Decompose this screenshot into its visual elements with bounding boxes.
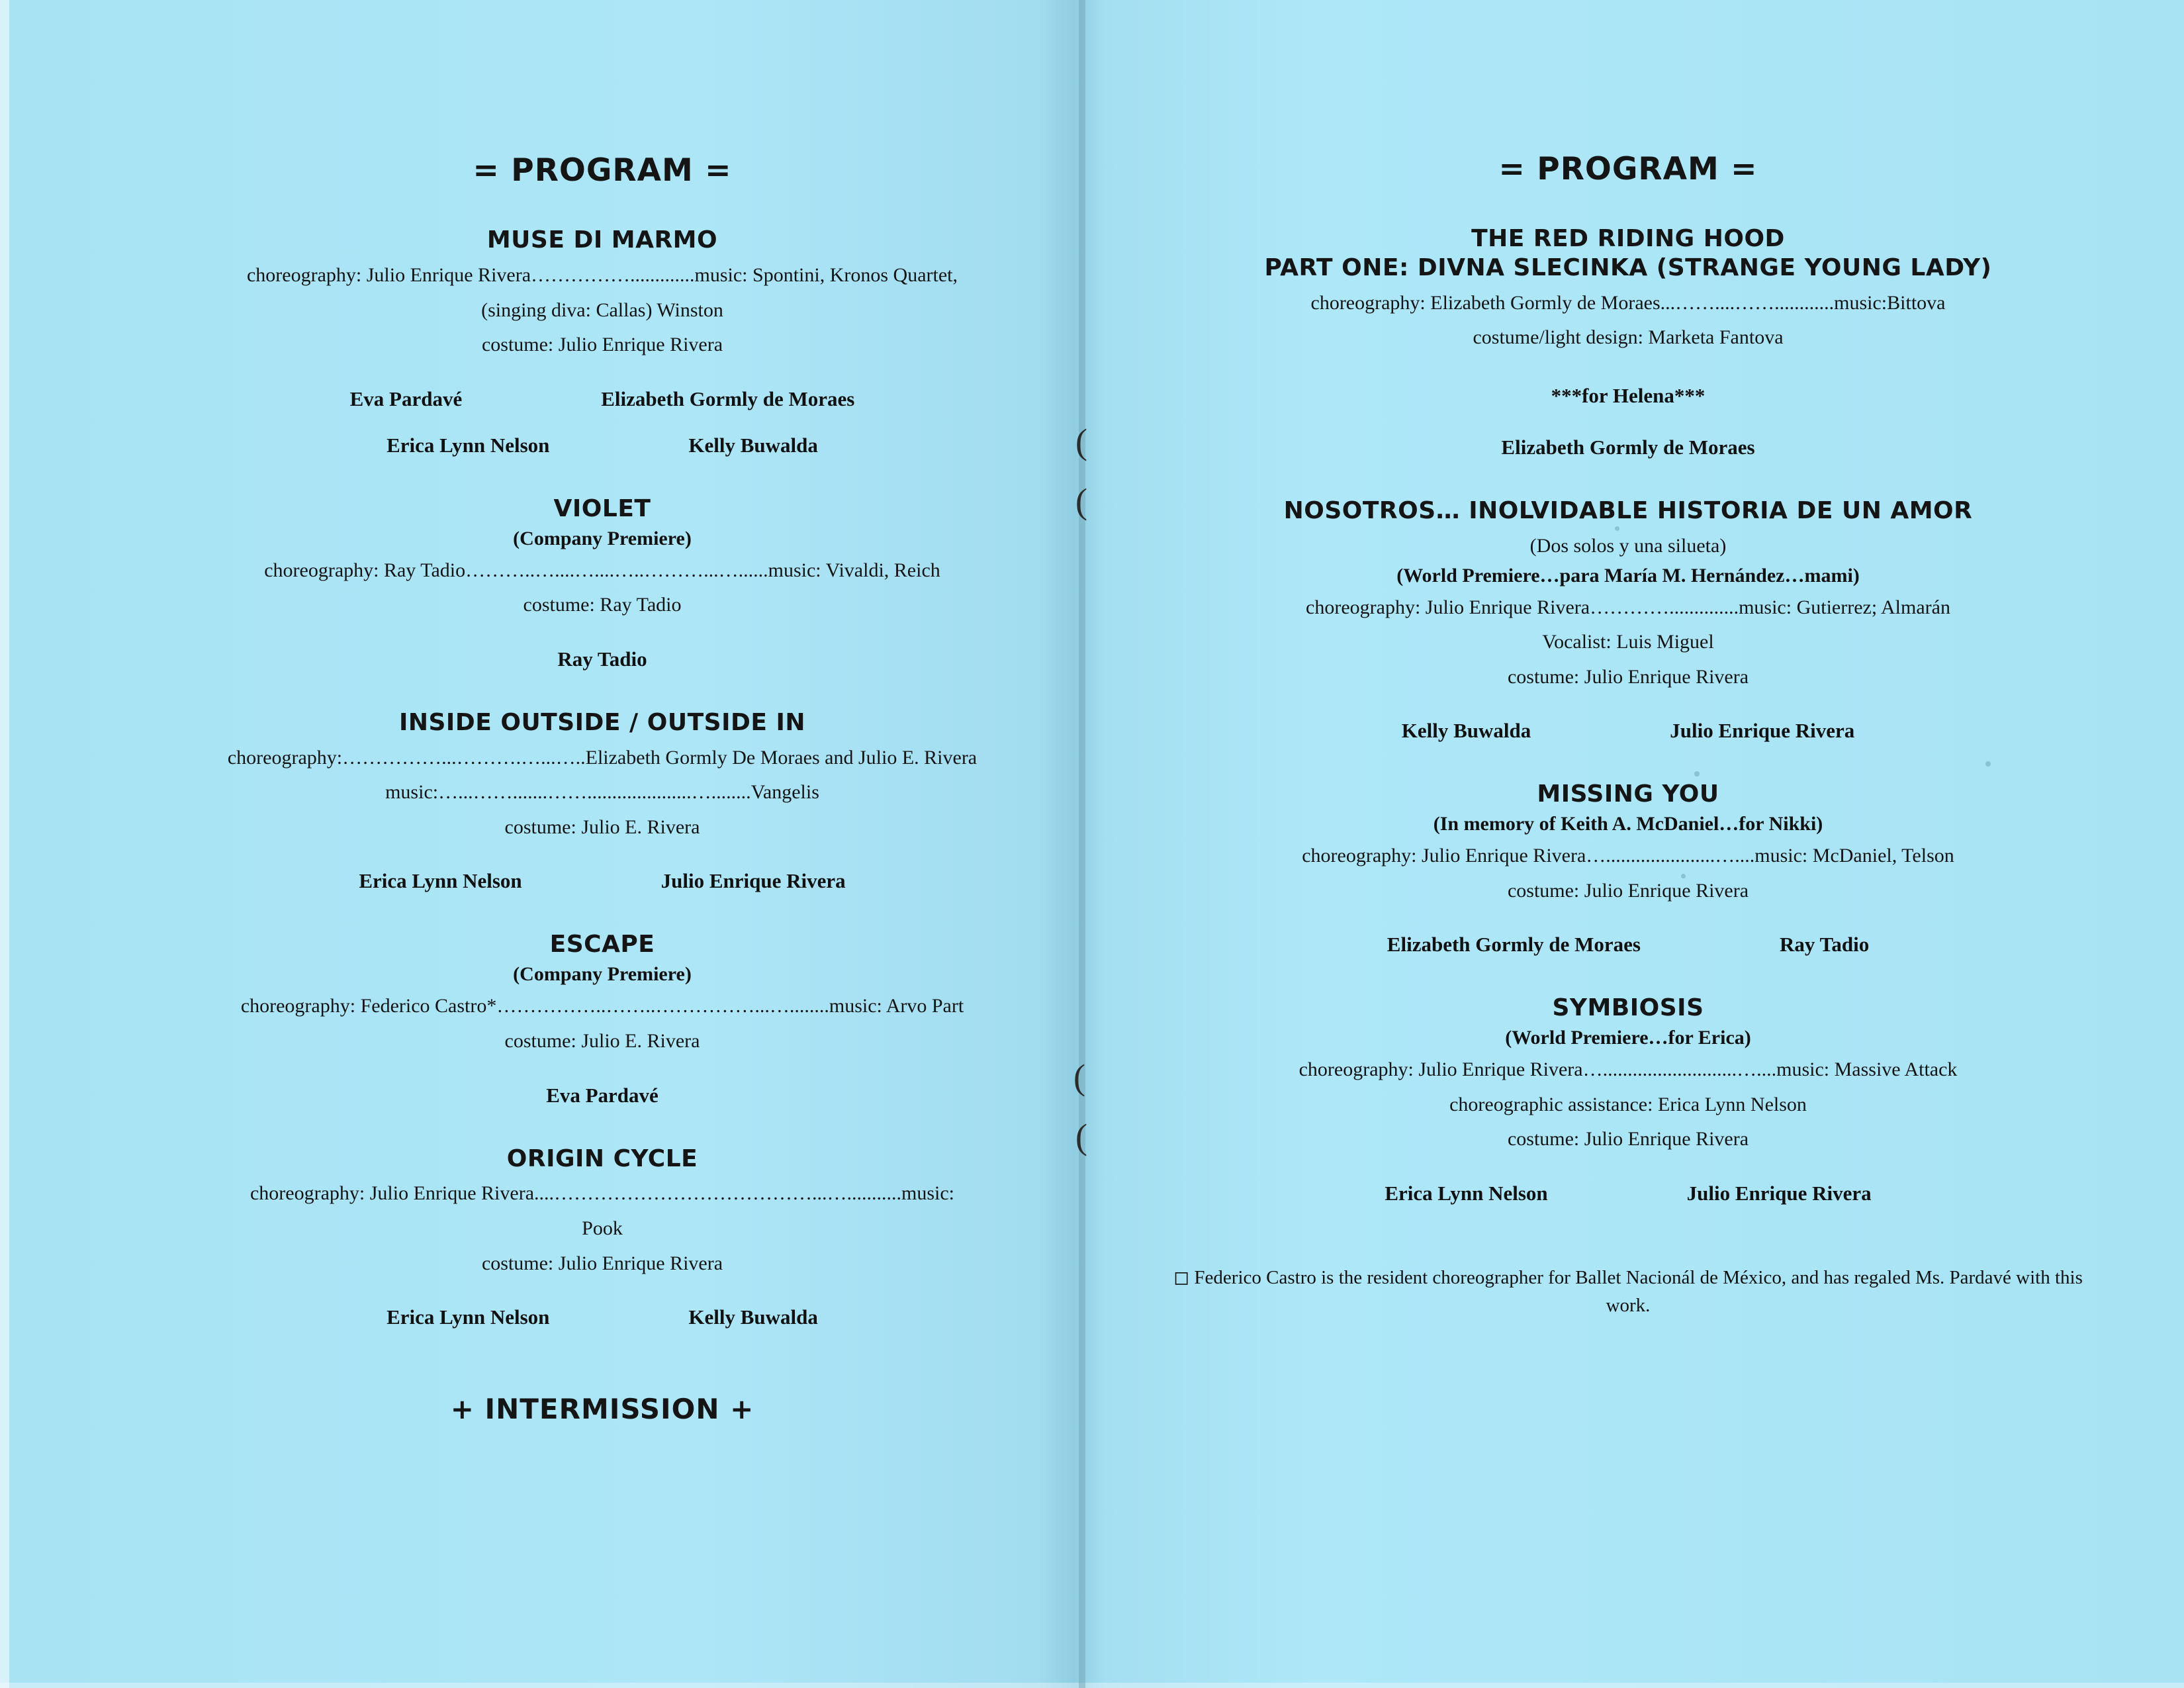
- program-piece-missing-you: [1138, 780, 2118, 957]
- footnote: ◻ Federico Castro is the resident choreographer for Ballet Nacionál de México, and has regaled Ms. Pardavé with this work.: [1173, 1267, 2083, 1317]
- piece-credit-line: choreography: Julio Enrique Rivera…………..............music: Gutierrez; Almarán: [1306, 596, 1950, 618]
- binding-coil-icon: (: [1075, 422, 1087, 461]
- right-page: [1138, 0, 2118, 1688]
- piece-credit-line: Vocalist: Luis Miguel: [1542, 631, 1714, 653]
- piece-credit-line: costume: Julio Enrique Rivera: [481, 1252, 723, 1274]
- cast-member: Ray Tadio: [1779, 933, 1870, 957]
- piece-cast-row: [113, 869, 1092, 893]
- cast-member: Julio Enrique Rivera: [660, 869, 846, 893]
- piece-credit-line: choreography: Julio Enrique Rivera…………….............music: Spontini, Kronos Quartet,: [246, 263, 958, 286]
- program-piece-violet: [113, 494, 1092, 671]
- piece-title: VIOLET: [553, 494, 651, 522]
- left-program-heading: = PROGRAM =: [473, 152, 732, 189]
- cast-member: Kelly Buwalda: [688, 433, 818, 457]
- piece-dedication: ***for Helena***: [1551, 384, 1706, 407]
- piece-credit-line: costume: Julio Enrique Rivera: [1507, 879, 1749, 902]
- cast-member: Eva Pardavé: [349, 387, 463, 410]
- piece-credit-line: choreography: Julio Enrique Rivera....…………………………………...…...........music:: [250, 1182, 955, 1205]
- piece-credit-line: (singing diva: Callas) Winston: [481, 299, 723, 321]
- piece-subtitle: (Company Premiere): [513, 527, 692, 549]
- piece-credit-line: choreography: Julio Enrique Rivera…...........................…....music: Massive Attack: [1298, 1058, 1958, 1081]
- piece-subtitle: (Company Premiere): [513, 963, 692, 986]
- piece-title: MUSE DI MARMO: [486, 226, 718, 254]
- piece-credit-line: music:…...…….......…….....................…........Vangelis: [385, 781, 819, 804]
- piece-title: MISSING YOU: [1537, 780, 1719, 808]
- piece-subtitle: (In memory of Keith A. McDaniel…for Nikki): [1433, 813, 1823, 835]
- piece-subtitle: (Dos solos y una silueta): [1529, 534, 1727, 557]
- piece-credit-line: costume: Julio Enrique Rivera: [1507, 665, 1749, 688]
- cast-member: Erica Lynn Nelson: [387, 433, 550, 457]
- piece-credit-line: costume: Ray Tadio: [523, 594, 682, 616]
- program-piece-red-riding-hood: [1138, 224, 2118, 459]
- intermission-label: + INTERMISSION +: [450, 1393, 754, 1426]
- piece-credit-line: costume/light design: Marketa Fantova: [1473, 326, 1784, 349]
- piece-credit-line: costume: Julio Enrique Rivera: [481, 334, 723, 356]
- cast-member: Kelly Buwalda: [688, 1305, 818, 1329]
- piece-credit-line: costume: Julio Enrique Rivera: [1507, 1128, 1749, 1150]
- cast-member: Erica Lynn Nelson: [387, 1305, 550, 1329]
- piece-credit-line: choreography:……………...……….…...…..Elizabeth Gormly De Moraes and Julio E. Rivera: [227, 746, 978, 769]
- piece-subtitle: (World Premiere…for Erica): [1505, 1027, 1751, 1049]
- piece-credit-line: choreography: Ray Tadio………..…....…....…..………...…......music: Vivaldi, Reich: [264, 559, 940, 581]
- cast-member: Erica Lynn Nelson: [1385, 1182, 1548, 1205]
- cast-member: Erica Lynn Nelson: [359, 869, 522, 893]
- cast-member: Elizabeth Gormly de Moraes: [601, 387, 855, 410]
- piece-title-line2: PART ONE: DIVNA SLECINKA (STRANGE YOUNG LADY): [1264, 254, 1992, 281]
- cast-member: Elizabeth Gormly de Moraes: [1387, 933, 1641, 957]
- cast-member: Eva Pardavé: [546, 1083, 659, 1107]
- piece-credit-line: choreography: Elizabeth Gormly de Moraes...……....……............music:Bittova: [1310, 291, 1946, 314]
- piece-subtitle-2: (World Premiere…para María M. Hernández…mami): [1396, 564, 1860, 586]
- left-page: [113, 0, 1092, 1688]
- program-piece-inside-outside: [113, 708, 1092, 894]
- piece-cast-row: [113, 434, 1092, 457]
- piece-credit-line: costume: Julio E. Rivera: [504, 816, 700, 838]
- piece-title: NOSOTROS… INOLVIDABLE HISTORIA DE UN AMOR: [1283, 497, 1973, 524]
- paper-left-edge: [0, 0, 9, 1688]
- piece-cast-row: [113, 387, 1092, 411]
- cast-member: Elizabeth Gormly de Moraes: [1501, 436, 1755, 459]
- piece-credit-line: choreography: Julio Enrique Rivera…......................…....music: McDaniel, Telson: [1302, 845, 1954, 867]
- piece-cast-row: [1138, 1182, 2118, 1205]
- binding-coil-icon: (: [1073, 1057, 1085, 1097]
- piece-cast-row: [1138, 436, 2118, 459]
- program-piece-muse-di-marmo: [113, 226, 1092, 461]
- piece-credit-line: choreography: Federico Castro*……………..……..……………...…........music: Arvo Part: [240, 995, 964, 1017]
- binding-coil-icon: (: [1075, 481, 1087, 521]
- cast-member: Julio Enrique Rivera: [1686, 1182, 1872, 1205]
- piece-cast-row: [113, 1305, 1092, 1329]
- piece-cast-row: [113, 1084, 1092, 1107]
- piece-title: THE RED RIDING HOOD: [1471, 225, 1785, 252]
- program-piece-nosotros: [1138, 496, 2118, 743]
- piece-cast-row: [113, 647, 1092, 671]
- piece-title: SYMBIOSIS: [1552, 994, 1704, 1022]
- program-piece-symbiosis: [1138, 994, 2118, 1205]
- cast-member: Julio Enrique Rivera: [1670, 719, 1855, 743]
- piece-credit-line: choreographic assistance: Erica Lynn Nelson: [1449, 1093, 1807, 1115]
- cast-member: Kelly Buwalda: [1401, 719, 1531, 743]
- piece-cast-row: [1138, 933, 2118, 957]
- right-program-heading: = PROGRAM =: [1498, 151, 1758, 187]
- piece-credit-line: Pook: [582, 1217, 623, 1240]
- program-piece-origin-cycle: [113, 1145, 1092, 1330]
- program-piece-escape: [113, 930, 1092, 1107]
- cast-member: Ray Tadio: [557, 647, 647, 671]
- piece-title: INSIDE OUTSIDE / OUTSIDE IN: [398, 708, 805, 736]
- piece-cast-row: [1138, 719, 2118, 743]
- piece-title: ESCAPE: [549, 931, 655, 959]
- binding-coil-icon: (: [1075, 1117, 1087, 1156]
- piece-credit-line: costume: Julio E. Rivera: [504, 1029, 700, 1052]
- piece-title: ORIGIN CYCLE: [506, 1145, 698, 1172]
